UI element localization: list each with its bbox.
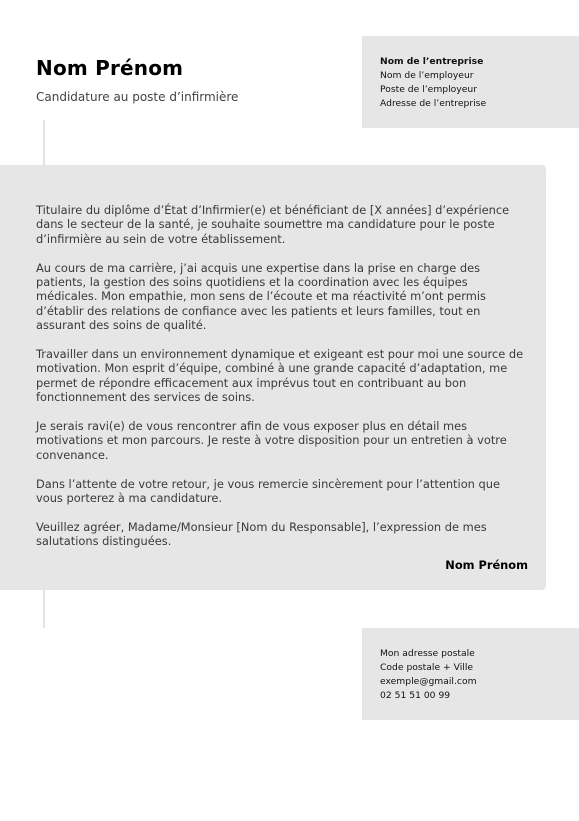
recipient-employer: Nom de l’employeur [380, 70, 474, 81]
contact-block [362, 628, 579, 720]
recipient-block [362, 36, 579, 128]
position-subtitle: Candidature au poste d’infirmière [36, 90, 239, 104]
letter-paragraph: Dans l’attente de votre retour, je vous remercie sincèrement pour l’attention que vous porterez à ma candidature. [36, 476, 500, 506]
recipient-position: Poste de l’employeur [380, 84, 477, 95]
contact-city: Code postale + Ville [380, 662, 474, 673]
signature: Nom Prénom [445, 558, 528, 572]
decorative-divider-top [43, 120, 45, 165]
letter-paragraph: Veuillez agréer, Madame/Monsieur [Nom du Responsable], l’expression de mes salutations distinguées. [36, 519, 487, 549]
decorative-divider-bottom [43, 590, 45, 628]
recipient-address: Adresse de l’entreprise [380, 98, 487, 109]
letter-paragraph: Au cours de ma carrière, j’ai acquis une expertise dans la prise en charge des patients, la gestion des soins quotidiens et la coordination avec les équipes médicales. Mon empathie, mon sens de l’écoute et ma réactivité m’ont permis d’établir des relations de confiance avec les patients et leurs familles, tout en assurant des soins de qualité. [36, 260, 486, 333]
contact-phone: 02 51 51 00 99 [380, 690, 451, 701]
recipient-company: Nom de l’entreprise [380, 56, 484, 67]
letter-paragraph: Titulaire du diplôme d’État d’Infirmier(e) et bénéficiant de [X années] d’expérience dans le secteur de la santé, je souhaite soumettre ma candidature pour le poste d’infirmière au sein de votre établissement. [36, 203, 510, 246]
letter-paragraph: Je serais ravi(e) de vous rencontrer afin de vous exposer plus en détail mes motivations et mon parcours. Je reste à votre disposition pour un entretien à votre convenance. [36, 419, 507, 462]
contact-address: Mon adresse postale [380, 648, 475, 659]
applicant-name: Nom Prénom [36, 56, 184, 80]
letter-body [0, 165, 546, 590]
letter-paragraph: Travailler dans un environnement dynamique et exigeant est pour moi une source de motivation. Mon esprit d’équipe, combiné à une grande capacité d’adaptation, me permet de répondre efficacement aux imprévus tout en contribuant au bon fonctionnement des services de soins. [36, 347, 524, 405]
contact-email: exemple@gmail.com [380, 676, 477, 687]
